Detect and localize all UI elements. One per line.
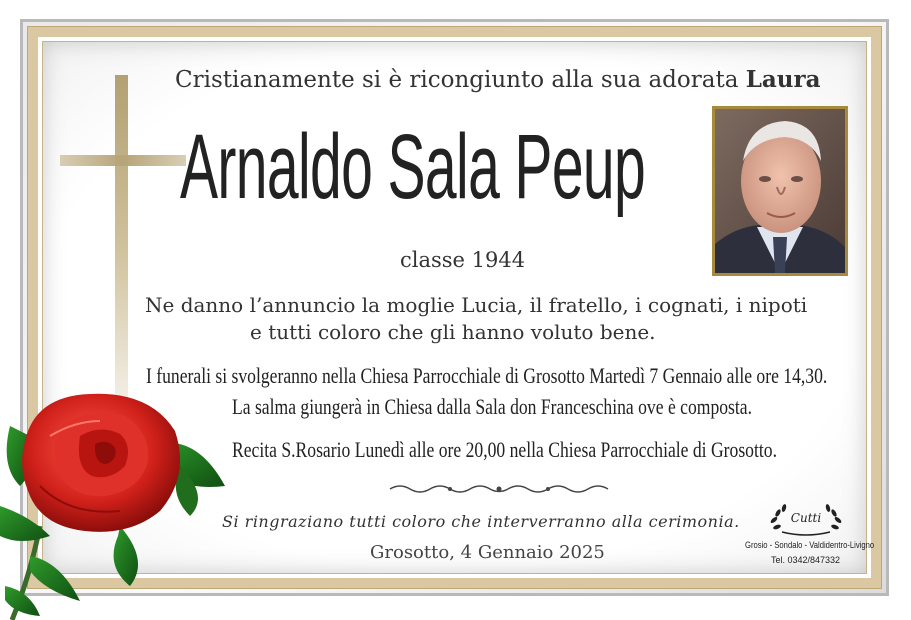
- funeral-line-1: I funerali si svolgeranno nella Chiesa Parrocchiale di Grosotto Martedì 7 Gennaio alle ore 14,30.: [146, 363, 828, 388]
- funeral-line-2: La salma giungerà in Chiesa dalla Sala don Franceschina ove è composta.: [232, 394, 753, 419]
- deceased-name: Arnaldo Sala Peup: [180, 116, 646, 218]
- classe-year: classe 1944: [400, 248, 526, 272]
- firm-phone: Tel. 0342/847332: [771, 555, 841, 565]
- rosario-line: Recita S.Rosario Lunedì alle ore 20,00 nella Chiesa Parrocchiale di Grosotto.: [232, 437, 777, 462]
- place-date: Grosotto, 4 Gennaio 2025: [370, 542, 605, 563]
- cross-icon-arm: [60, 155, 186, 166]
- red-rose-icon: [0, 386, 230, 620]
- intro-name: Laura: [745, 66, 821, 93]
- thanks-line: Si ringraziano tutti coloro che interverranno alla cerimonia.: [222, 512, 740, 531]
- portrait-image: [715, 109, 845, 273]
- intro-line: [175, 66, 821, 93]
- ornament-divider: [388, 482, 610, 496]
- laurel-logo-icon: [764, 498, 848, 540]
- announce-line-2: e tutti coloro che gli hanno voluto bene.: [250, 320, 656, 344]
- funeral-home-logo: [764, 498, 848, 540]
- intro-text: Cristianamente si è ricongiunto alla sua adorata: [175, 67, 739, 93]
- announce-line-1: Ne danno l’annuncio la moglie Lucia, il fratello, i cognati, i nipoti: [145, 293, 808, 317]
- logo-text: Cutti: [790, 511, 822, 525]
- firm-locations: Grosio - Sondalo - Valdidentro-Livigno: [745, 540, 875, 550]
- portrait-photo: [712, 106, 848, 276]
